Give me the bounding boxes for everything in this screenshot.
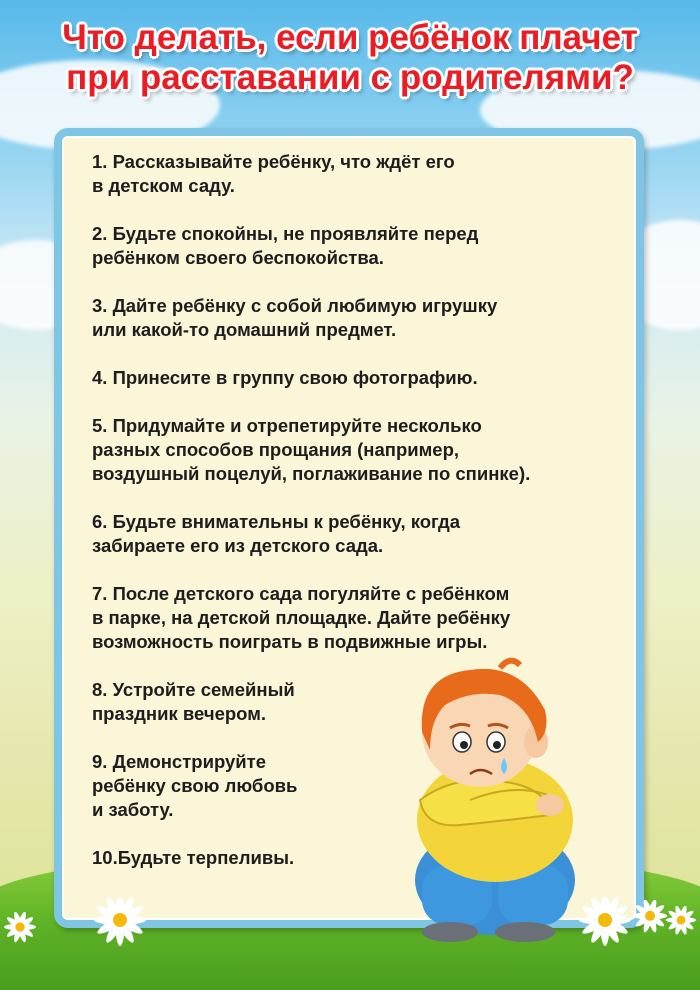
title-line-2: при расставании с родителями? bbox=[66, 58, 634, 97]
tip-item: 10.Будьте терпеливы. bbox=[92, 847, 295, 868]
tip-item: 8. Устройте семейный праздник вечером. bbox=[92, 679, 295, 724]
page-title bbox=[0, 18, 700, 98]
tip-item: 1. Рассказывайте ребёнку, что ждёт его в детском саду. bbox=[92, 151, 455, 196]
tip-item: 5. Придумайте и отрепетируйте несколько разных способов прощания (например, воздушный поцелуй, поглаживание по спинке). bbox=[92, 415, 531, 484]
tip-item: 3. Дайте ребёнку с собой любимую игрушку или какой-то домашний предмет. bbox=[92, 295, 498, 340]
tip-item: 7. После детского сада погуляйте с ребёнком в парке, на детской площадке. Дайте ребёнку возможность поиграть в подвижные игры. bbox=[92, 583, 511, 652]
tip-item: 4. Принесите в группу свою фотографию. bbox=[92, 367, 478, 388]
daisy-icon bbox=[90, 898, 150, 948]
title-line-1: Что делать, если ребёнок плачет bbox=[62, 18, 638, 57]
tip-item: 2. Будьте спокойны, не проявляйте перед ребёнком своего беспокойства. bbox=[92, 223, 479, 268]
daisy-icon bbox=[662, 906, 700, 938]
daisy-icon bbox=[575, 898, 635, 948]
daisy-icon bbox=[0, 912, 40, 946]
crying-boy-illustration bbox=[400, 650, 590, 950]
tip-item: 9. Демонстрируйте ребёнку свою любовь и заботу. bbox=[92, 751, 298, 820]
tip-item: 6. Будьте внимательны к ребёнку, когда забираете его из детского сада. bbox=[92, 511, 461, 556]
